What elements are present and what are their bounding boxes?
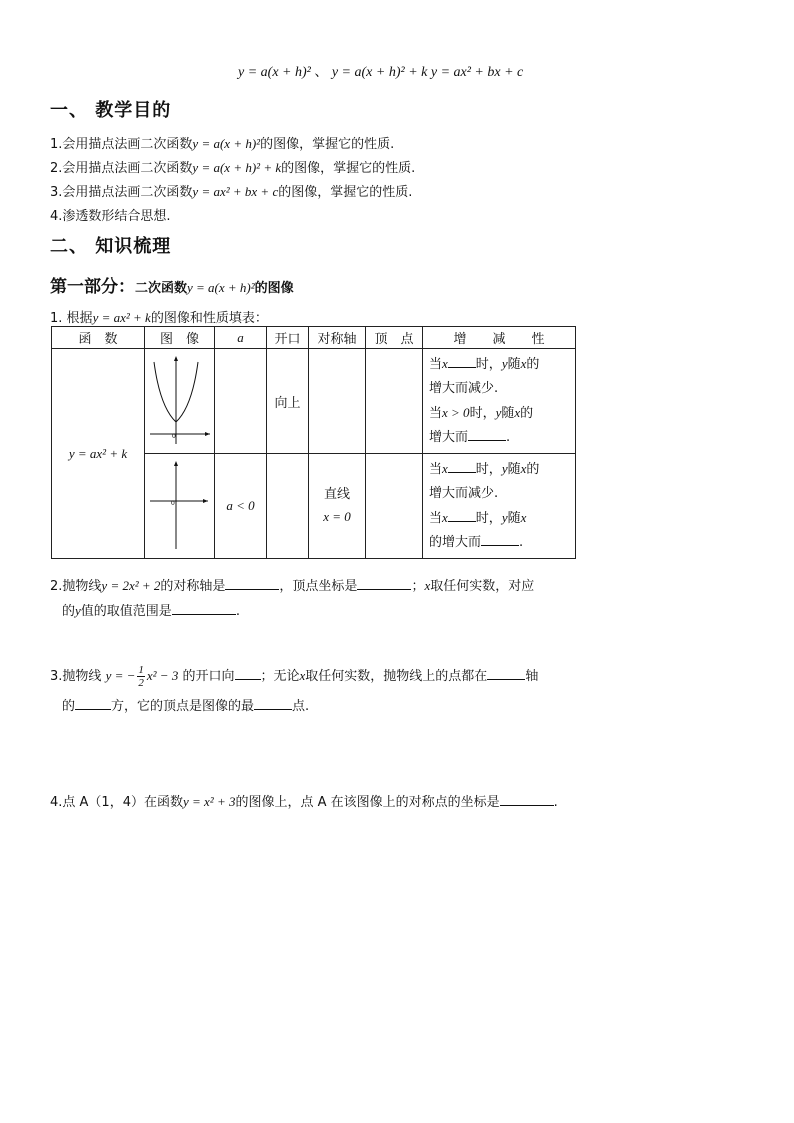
q1-math: y = ax² + k xyxy=(92,310,151,325)
question-3-line2 xyxy=(62,695,309,714)
fill-blank[interactable] xyxy=(468,426,506,441)
fill-blank[interactable] xyxy=(357,575,411,590)
inc-var: y xyxy=(495,405,502,420)
question-2-line2 xyxy=(62,600,240,619)
fill-blank[interactable] xyxy=(235,665,261,680)
goal-item-3 xyxy=(50,181,412,200)
inc-text: . xyxy=(519,535,524,550)
top-formula-line xyxy=(238,61,523,81)
axis-cell-1 xyxy=(309,349,366,454)
inc-text: 增大而 xyxy=(429,430,469,445)
fraction-numerator: 1 xyxy=(138,664,144,676)
goal-text-end: 的图像，掌握它的性质. xyxy=(278,185,413,200)
inc-var: x xyxy=(442,461,448,476)
inc-var: x xyxy=(514,405,521,420)
inc-text: 随 xyxy=(507,462,521,477)
inc-math: x > 0 xyxy=(442,405,470,420)
q2-var: y xyxy=(75,603,81,618)
goal-number: 2. xyxy=(50,161,63,176)
part1-subtitle-end: 的图像 xyxy=(254,281,294,296)
section2-title: 二、 知识梳理 xyxy=(50,236,172,257)
q2-var: x xyxy=(424,578,431,593)
question-2 xyxy=(50,575,534,594)
inc-text: 当 xyxy=(429,511,443,526)
formula-separator: 、 xyxy=(314,65,329,80)
fill-blank[interactable] xyxy=(481,531,519,546)
q3-var: x xyxy=(299,668,306,683)
goal-item-4 xyxy=(50,205,171,224)
goal-text: 会用描点法画二次函数 xyxy=(62,161,193,176)
opening-cell-1: 向上 xyxy=(267,349,309,454)
goal-text-end: 的图像，掌握它的性质. xyxy=(281,161,416,176)
q4-text: 点 A（1，4）在函数 xyxy=(62,795,183,810)
goal-number: 3. xyxy=(50,185,63,200)
formula-2: y = a(x + h)² + k xyxy=(331,65,428,80)
goal-number: 1. xyxy=(50,137,63,152)
inc-var: y xyxy=(501,461,508,476)
fill-blank[interactable] xyxy=(172,600,236,615)
fill-blank[interactable] xyxy=(448,507,476,522)
inc-text: 时， xyxy=(475,462,502,477)
q2-text: 取任何实数，对应 xyxy=(430,579,535,594)
q4-text: 的图像上，点 A 在该图像上的对称点的坐标是 xyxy=(235,795,500,810)
svg-text:0: 0 xyxy=(171,432,176,440)
inc-var: x xyxy=(442,356,448,371)
opening-cell-2 xyxy=(267,454,309,559)
q3-text: ；无论 xyxy=(260,669,300,684)
q1-number: 1. xyxy=(50,311,63,326)
goal-text: 会用描点法画二次函数 xyxy=(62,185,193,200)
header-vertex: 顶 点 xyxy=(366,327,423,349)
part1-subtitle: 二次函数 xyxy=(135,281,188,296)
fill-blank[interactable] xyxy=(448,353,476,368)
goal-item-2 xyxy=(50,157,415,176)
fill-blank[interactable] xyxy=(254,695,292,710)
inc-var: y xyxy=(501,510,508,525)
q2-number: 2. xyxy=(50,579,63,594)
part1-heading xyxy=(50,272,294,297)
goal-math: y = a(x + h)² + k xyxy=(192,160,282,175)
graph-cell-up xyxy=(145,349,215,454)
goal-math: y = ax² + bx + c xyxy=(192,184,279,199)
inc-var: y xyxy=(501,356,508,371)
q1-text-end: 的图像和性质填表： xyxy=(150,311,268,326)
question-1 xyxy=(50,307,268,326)
inc-text: 的增大而 xyxy=(429,535,482,550)
upward-parabola-graph xyxy=(146,352,214,447)
section1-title: 一、 教学目的 xyxy=(50,100,172,121)
axes-graph xyxy=(146,457,214,552)
goal-math: y = a(x + h)² xyxy=(192,136,261,151)
q4-text: . xyxy=(553,795,558,810)
inc-text: 当 xyxy=(429,406,443,421)
header-graph: 图 像 xyxy=(145,327,215,349)
q2-text: 的 xyxy=(62,604,76,619)
part1-math: y = a(x + h)² xyxy=(187,280,255,295)
inc-var: x xyxy=(442,510,448,525)
q3-math: y = − xyxy=(105,668,136,683)
q2-text: . xyxy=(235,604,240,619)
monotonicity-cell-2 xyxy=(423,454,576,559)
fill-blank[interactable] xyxy=(500,791,554,806)
q3-text: 点. xyxy=(292,699,310,714)
inc-text: 当 xyxy=(429,462,443,477)
fill-blank[interactable] xyxy=(487,665,525,680)
q2-text: 的对称轴是 xyxy=(160,579,226,594)
q3-math: x² − 3 xyxy=(146,668,179,683)
inc-text: 随 xyxy=(501,406,515,421)
monotonicity-cell-1 xyxy=(423,349,576,454)
formula-3: y = ax² + bx + c xyxy=(430,65,524,80)
question-3 xyxy=(50,664,538,689)
inc-text: 增大而减少. xyxy=(429,381,499,396)
goal-text: 渗透数形结合思想. xyxy=(62,209,171,224)
formula-1: y = a(x + h)² xyxy=(238,65,311,80)
header-function: 函 数 xyxy=(52,327,145,349)
goal-text: 会用描点法画二次函数 xyxy=(62,137,193,152)
q3-number: 3. xyxy=(50,669,63,684)
goal-text-end: 的图像，掌握它的性质. xyxy=(260,137,395,152)
q1-text: 根据 xyxy=(66,311,93,326)
inc-text: 当 xyxy=(429,357,443,372)
header-a: a xyxy=(215,327,267,349)
vertex-cell-2 xyxy=(366,454,423,559)
inc-text: 时， xyxy=(475,511,502,526)
axis-equation: x = 0 xyxy=(323,508,351,524)
q2-text: 抛物线 xyxy=(62,579,102,594)
function-cell: y = ax² + k xyxy=(52,349,145,559)
axis-word: 直线 xyxy=(323,486,350,502)
fill-blank[interactable] xyxy=(75,695,111,710)
inc-text: 随 xyxy=(507,511,521,526)
fraction-denominator: 2 xyxy=(138,677,144,689)
inc-text: 时， xyxy=(475,357,502,372)
q2-text: ，顶点坐标是 xyxy=(279,579,358,594)
svg-text:0: 0 xyxy=(170,499,175,507)
q4-math: y = x² + 3 xyxy=(182,794,236,809)
fill-blank[interactable] xyxy=(448,458,476,473)
a-cell-1 xyxy=(215,349,267,454)
q4-number: 4. xyxy=(50,795,63,810)
goal-number: 4. xyxy=(50,209,63,224)
header-axis: 对称轴 xyxy=(309,327,366,349)
graph-cell-down xyxy=(145,454,215,559)
inc-text: 的 xyxy=(526,357,540,372)
part1-title: 第一部分： xyxy=(50,277,135,297)
inc-text: . xyxy=(506,430,511,445)
vertex-cell-1 xyxy=(366,349,423,454)
header-monotonicity: 增 减 性 xyxy=(423,327,576,349)
table-header-row xyxy=(52,327,576,349)
property-table xyxy=(51,326,576,559)
inc-var: x xyxy=(520,510,527,525)
q2-text: 值的取值范围是 xyxy=(80,604,172,619)
axis-cell-2 xyxy=(309,454,366,559)
header-opening: 开口 xyxy=(267,327,309,349)
inc-var: x xyxy=(520,461,527,476)
inc-text: 的 xyxy=(526,462,540,477)
q3-text: 的开口向 xyxy=(182,669,235,684)
inc-var: x xyxy=(520,356,527,371)
q3-text: 的 xyxy=(62,699,76,714)
a-cell-2: a < 0 xyxy=(215,454,267,559)
table-row xyxy=(52,349,576,454)
q3-text: 抛物线 xyxy=(62,669,102,684)
q3-text: 轴 xyxy=(525,669,539,684)
inc-text: 增大而减少. xyxy=(429,486,499,501)
goal-item-1 xyxy=(50,133,394,152)
question-4 xyxy=(50,791,558,810)
fill-blank[interactable] xyxy=(225,575,279,590)
q3-text: 取任何实数，抛物线上的点都在 xyxy=(305,669,488,684)
q2-text: ； xyxy=(411,579,425,594)
inc-text: 随 xyxy=(507,357,521,372)
q3-fraction xyxy=(137,664,145,689)
inc-text: 时， xyxy=(469,406,496,421)
inc-text: 的 xyxy=(520,406,534,421)
q2-math: y = 2x² + 2 xyxy=(101,578,161,593)
q3-text: 方，它的顶点是图像的最 xyxy=(111,699,255,714)
